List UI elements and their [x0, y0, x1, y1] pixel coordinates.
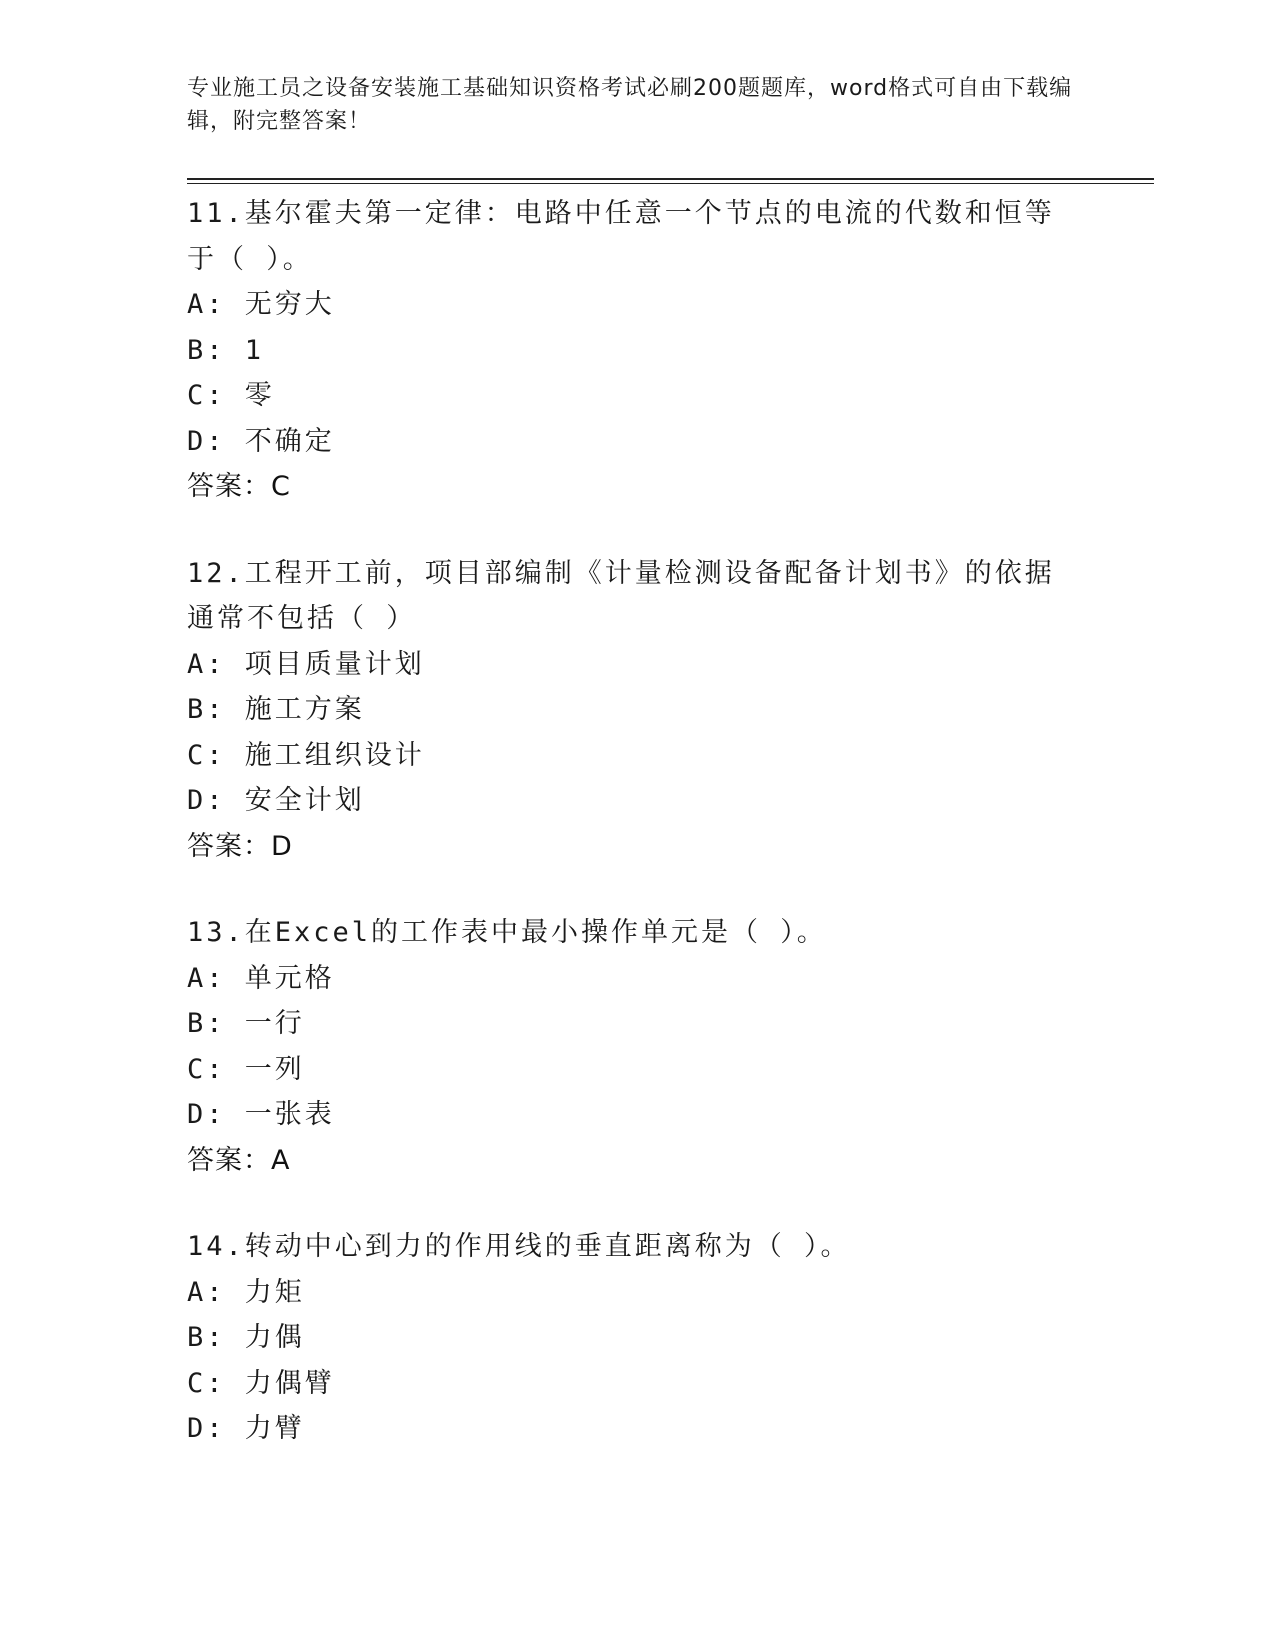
- answer-line: 答案：A: [187, 1144, 291, 1176]
- option-b: B: 一行: [187, 1008, 305, 1039]
- option-d: D: 不确定: [187, 425, 335, 457]
- question-14: [187, 1224, 1087, 1452]
- option-a: A: 单元格: [187, 962, 335, 994]
- header-divider-thick: [187, 178, 1154, 180]
- option-a: A: 无穷大: [187, 289, 335, 320]
- header-divider-thin: [187, 183, 1154, 184]
- option-a: A: 力矩: [187, 1276, 305, 1308]
- option-a: A: 项目质量计划: [187, 648, 425, 680]
- question-stem: 11.基尔霍夫第一定律：电路中任意一个节点的电流的代数和恒等于（ ）。: [187, 198, 1055, 275]
- option-d: D: 安全计划: [187, 785, 365, 816]
- option-d: D: 力臂: [187, 1413, 305, 1444]
- document-header: 专业施工员之设备安装施工基础知识资格考试必刷200题题库，word格式可自由下载编辑，附完整答案！: [187, 76, 1073, 134]
- option-b: B: 力偶: [187, 1322, 305, 1353]
- option-c: C: 力偶臂: [187, 1367, 335, 1399]
- question-stem: 14.转动中心到力的作用线的垂直距离称为（ ）。: [187, 1231, 851, 1262]
- option-c: C: 施工组织设计: [187, 739, 425, 771]
- option-d: D: 一张表: [187, 1099, 335, 1130]
- option-c: C: 一列: [187, 1053, 305, 1085]
- answer-line: 答案：C: [187, 471, 291, 502]
- question-stem: 13.在Excel的工作表中最小操作单元是（ ）。: [187, 917, 827, 948]
- answer-line: 答案：D: [187, 830, 293, 862]
- option-b: B: 施工方案: [187, 694, 365, 725]
- question-12: [187, 551, 1087, 870]
- question-stem: 12.工程开工前，项目部编制《计量检测设备配备计划书》的依据通常不包括（ ）: [187, 557, 1055, 634]
- question-11: [187, 191, 1087, 510]
- option-c: C: 零: [187, 380, 275, 411]
- question-list: [187, 191, 1087, 1493]
- option-b: B: 1: [187, 334, 265, 366]
- question-13: [187, 910, 1087, 1183]
